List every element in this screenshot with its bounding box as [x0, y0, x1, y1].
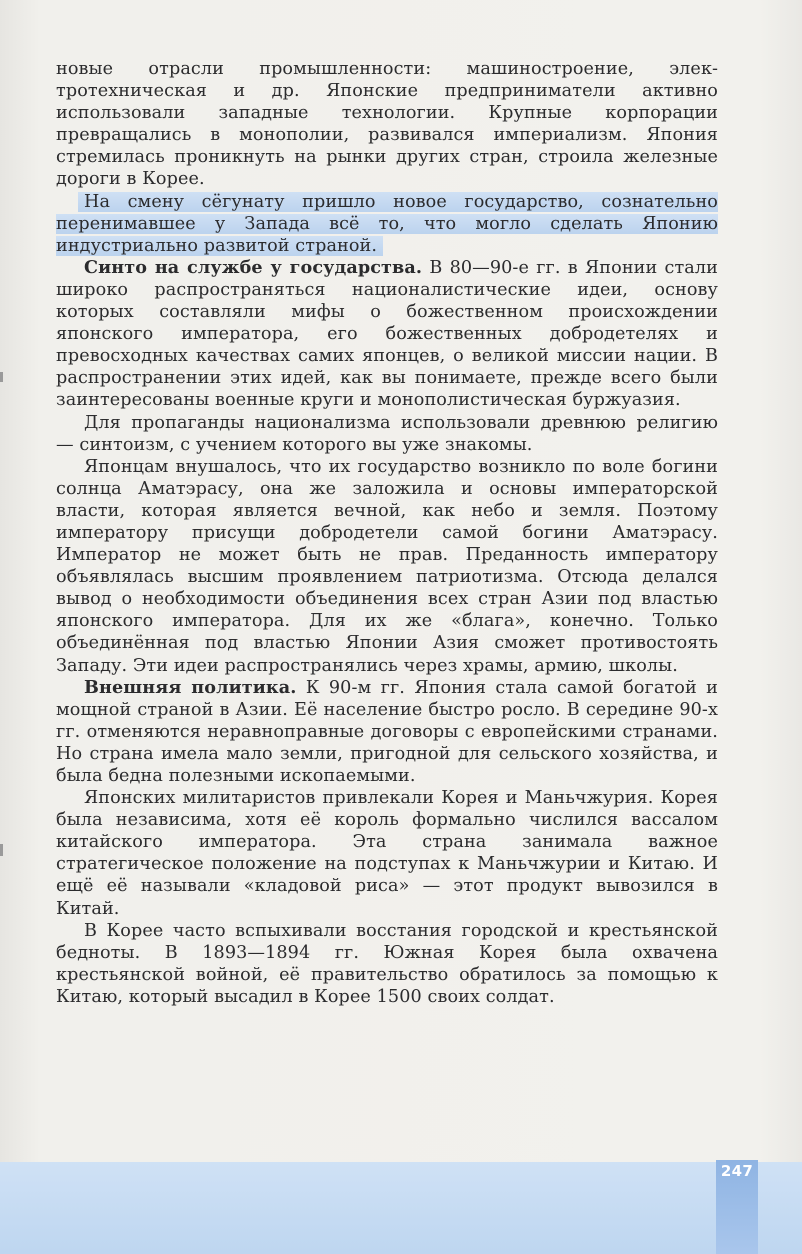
- page-edge-mark: [0, 372, 3, 382]
- paragraph-8: В Корее часто вспыхивали восстания городской и крестьянской бедноты. В 1893—1894 гг. Южная Корея была охвачена крестьянской войной, её правительство обратилось за помощью к Китаю, который высадил в Корее 1500 своих солдат.: [56, 920, 718, 1007]
- highlighted-text: На смену сёгунату пришло новое государство, сознательно перенимавшее у Запада всё то, что могло сделать Японию индустриально развитой страной.: [56, 191, 718, 256]
- paragraph-3: [56, 257, 718, 412]
- paragraph-6: [56, 677, 718, 787]
- body-text: [56, 58, 718, 1008]
- page-number: 247: [720, 1162, 754, 1180]
- section-heading-foreign-policy: Внешняя политика.: [84, 676, 297, 698]
- paragraph-2-highlighted: [56, 191, 718, 257]
- paragraph-4: Для пропаганды национализма использовали древнюю религию — синтоизм, с учением которого вы уже знакомы.: [56, 412, 718, 455]
- paragraph-3-text: В 80—90-е гг. в Японии стали широко распространяться националистические идеи, основу которых составляли мифы о божественном происхождении японского императора, его божественных добродетелях и превосходных качествах самих японцев, о великой миссии нации. В распространении этих идей, как вы понимаете, прежде всего были заинтересованы военные круги и монополистическая буржуазия.: [56, 257, 718, 411]
- paragraph-5: Японцам внушалось, что их государство возникло по воле богини солнца Аматэрасу, она же заложила и основы императорской власти, которая является вечной, как небо и земля. Поэтому императору присущи добродетели самой богини Аматэрасу. Император не может быть не прав. Преданность императору объявлялась высшим проявлением патриотизма. Отсюда делался вывод о необходимости объединения всех стран Азии под властью японского императора. Для их же «блага», конечно. Только объединённая под властью Японии Азия сможет противостоять Западу. Эти идеи распространялись через храмы, армию, школы.: [56, 456, 718, 676]
- section-heading-shinto: Синто на службе у государства.: [84, 256, 423, 278]
- paragraph-6-text: К 90-м гг. Япония стала самой богатой и мощной страной в Азии. Её население быстро росло. В середине 90-х гг. отменяются неравноправные договоры с европейскими странами. Но страна имела мало земли, пригодной для сельского хозяйства, и была бедна полезными ископаемыми.: [56, 677, 718, 786]
- bottom-color-band: [0, 1162, 802, 1254]
- paragraph-7: Японских милитаристов привлекали Корея и Маньчжурия. Корея была независима, хотя её король формально числился вассалом китайского императора. Эта страна занимала важное стратегическое положение на подступах к Маньчжурии и Китаю. И ещё её называли «кладовой риса» — этот продукт вывозился в Китай.: [56, 788, 718, 919]
- page-edge-mark: [0, 844, 3, 856]
- paragraph-1: новые отрасли промышленности: машиностроение, электротехническая и др. Японские предприниматели активно использовали западные технологии. Крупные корпорации превращались в монополии, развивался империализм. Япония стремилась проникнуть на рынки других стран, строила железные дороги в Корее.: [56, 59, 718, 190]
